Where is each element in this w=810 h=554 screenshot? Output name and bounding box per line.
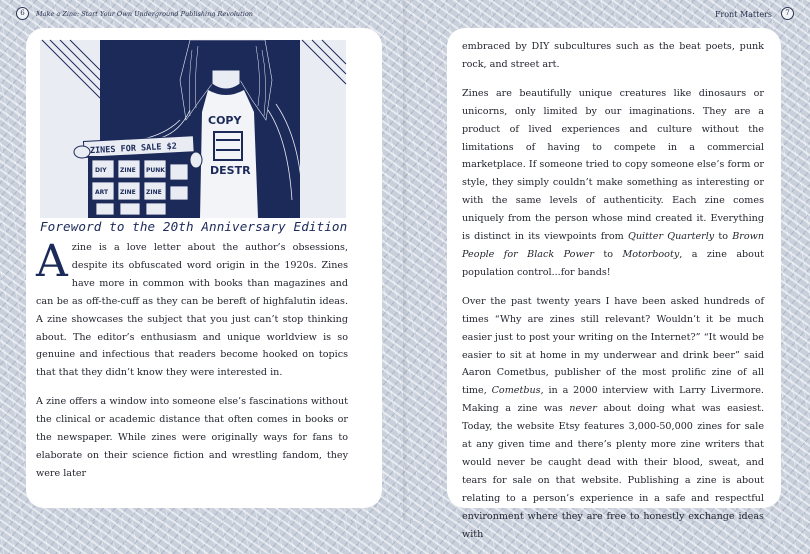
zine-label: ART <box>95 189 109 196</box>
page-number-right: 7 <box>781 7 794 20</box>
right-body-text <box>462 38 764 554</box>
chapter-title: Foreword to the 20th Anniversary Edition <box>40 219 348 234</box>
paragraph-text: zine is a love letter about the author’s obsessions, despite its obfuscated word origin in the 1920s. Zines have more in common with books than magazines and can be as off-the-cuff as they can be bereft of highfalutin ideas. A zine showcases the subject that you just can’t stop thinking about. The editor’s enthusiasm and unique worldview is so genuine and infectious that readers become hooked on topics that that they didn’t know they were interested in. <box>36 242 348 379</box>
shirt-text-line1: COPY <box>208 114 242 127</box>
text-run: Zines are beautifully unique creatures like dinosaurs or unicorns, only limited by our imaginations. They are a product of lived experiences and culture without the limitations of having to compete in a commercial marketplace. If someone tried to copy someone else’s form or style, they simply couldn’t make something as interesting or with the same levels of authenticity. Each zine comes uniquely from the person whose mind created it. Everything is distinct in its viewpoints from <box>462 87 764 243</box>
text-run: Over the past twenty years I have been asked hundreds of times “Why are zines still relevant? Wouldn’t it be much easier just to post your writing on the Internet?” “It would be easier to sit at home in my underwear and drink beer” said Aaron Cometbus, publisher of the most prolific zine of all time, <box>462 295 764 397</box>
paragraph <box>462 85 764 282</box>
sign-text: ZINES FOR SALE $2 <box>89 141 178 157</box>
zine-label: DIY <box>95 167 107 174</box>
paragraph: A zine offers a window into someone else’s fascinations without the clinical or academic distance that often comes in books or the newspaper. While zines were originally ways for fans to elaborate on their science fiction and wrestling fandom, they were later <box>36 396 348 479</box>
paragraph: embraced by DIY subcultures such as the beat poets, punk rock, and street art. <box>462 41 764 70</box>
zine-title: Cometbus <box>491 385 541 397</box>
paragraph <box>36 236 348 382</box>
text-run: to <box>593 248 623 260</box>
zine-seller-illustration <box>40 40 346 218</box>
zine-label: PUNK <box>146 167 165 174</box>
zine-title: Quitter Quarterly <box>627 231 715 243</box>
page-number-left: 6 <box>16 7 29 20</box>
running-header-left: Make a Zine: Start Your Own Underground Publishing Revolution <box>36 10 253 18</box>
text-run: to <box>714 231 733 243</box>
left-page <box>0 0 405 521</box>
zine-label: ZINE <box>120 167 136 174</box>
zine-title: Motorbooty <box>622 248 680 260</box>
text-run: about doing what was easiest. Today, the website Etsy features 3,000-50,000 zines for sale at any given time and there’s plenty more zine writers that would never be caught dead with their blood, sweat, and tears for sale on that website. Publishing a zine is about relating to a person’s experience in a safe and respectful environment where they are free to honestly exchange ideas with <box>462 403 764 540</box>
right-page <box>405 0 810 540</box>
paragraph <box>462 293 764 544</box>
zine-title: Brown People for Black Power <box>462 231 765 260</box>
emphasis: never <box>569 403 597 415</box>
text-run: , a zine about population control...for bands! <box>462 248 764 278</box>
shirt-text-line2: DESTR <box>210 164 251 177</box>
drop-cap: A <box>36 236 68 287</box>
zine-label: ZINE <box>120 189 136 196</box>
illustration-art <box>40 40 346 218</box>
text-run: , in a 2000 interview with Larry Livermore. Making a zine was <box>462 385 764 415</box>
zine-label: ZINE <box>146 189 162 196</box>
left-body-text <box>36 236 348 494</box>
running-header-right: Front Matters <box>714 10 772 19</box>
